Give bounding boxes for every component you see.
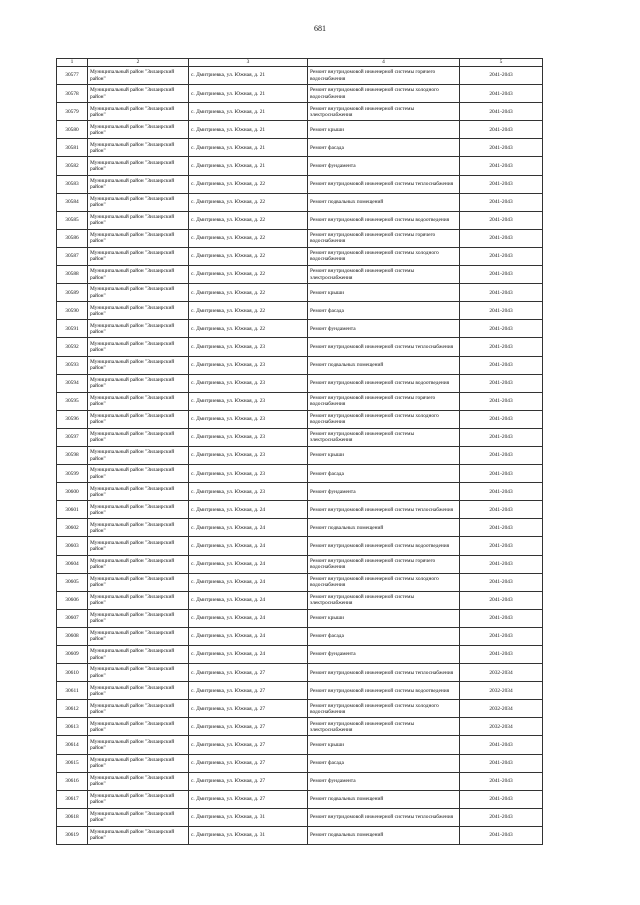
district-cell: Муниципальный район "Зилаирский район" <box>88 67 189 85</box>
table-row <box>57 356 543 374</box>
period-cell: 2041-2043 <box>460 573 543 591</box>
table-row <box>57 808 543 826</box>
period-cell: 2041-2043 <box>460 356 543 374</box>
work-type-cell: Ремонт внутридомовой инженерной системы водоотведения <box>308 537 460 555</box>
period-cell: 2041-2043 <box>460 374 543 392</box>
table-row <box>57 519 543 537</box>
row-number-cell: 30594 <box>57 374 88 392</box>
row-number-cell: 30619 <box>57 826 88 844</box>
district-cell: Муниципальный район "Зилаирский район" <box>88 609 189 627</box>
work-type-cell: Ремонт внутридомовой инженерной системы электроснабжения <box>308 591 460 609</box>
period-cell: 2041-2043 <box>460 754 543 772</box>
table-row <box>57 193 543 211</box>
row-number-cell: 30596 <box>57 410 88 428</box>
work-type-cell: Ремонт внутридомовой инженерной системы электроснабжения <box>308 266 460 284</box>
address-cell: с. Дмитриевка, ул. Южная, д. 22 <box>189 302 308 320</box>
district-cell: Муниципальный район "Зилаирский район" <box>88 175 189 193</box>
period-cell: 2041-2043 <box>460 266 543 284</box>
row-number-cell: 30605 <box>57 573 88 591</box>
district-cell: Муниципальный район "Зилаирский район" <box>88 483 189 501</box>
address-cell: с. Дмитриевка, ул. Южная, д. 21 <box>189 157 308 175</box>
row-number-cell: 30617 <box>57 790 88 808</box>
work-type-cell: Ремонт подвальных помещений <box>308 790 460 808</box>
row-number-cell: 30610 <box>57 664 88 682</box>
table-row <box>57 700 543 718</box>
period-cell: 2041-2043 <box>460 157 543 175</box>
work-type-cell: Ремонт подвальных помещений <box>308 193 460 211</box>
period-cell: 2041-2043 <box>460 175 543 193</box>
work-type-cell: Ремонт фасада <box>308 302 460 320</box>
address-cell: с. Дмитриевка, ул. Южная, д. 22 <box>189 175 308 193</box>
period-cell: 2041-2043 <box>460 646 543 664</box>
district-cell: Муниципальный район "Зилаирский район" <box>88 646 189 664</box>
row-number-cell: 30586 <box>57 229 88 247</box>
work-type-cell: Ремонт внутридомовой инженерной системы электроснабжения <box>308 428 460 446</box>
column-header-5: 5 <box>460 59 543 67</box>
table-row <box>57 664 543 682</box>
address-cell: с. Дмитриевка, ул. Южная, д. 24 <box>189 573 308 591</box>
work-type-cell: Ремонт внутридомовой инженерной системы водоотведения <box>308 682 460 700</box>
row-number-cell: 30588 <box>57 266 88 284</box>
work-type-cell: Ремонт фундамента <box>308 772 460 790</box>
district-cell: Муниципальный район "Зилаирский район" <box>88 591 189 609</box>
period-cell: 2041-2043 <box>460 121 543 139</box>
address-cell: с. Дмитриевка, ул. Южная, д. 24 <box>189 646 308 664</box>
work-type-cell: Ремонт внутридомовой инженерной системы теплоснабжения <box>308 501 460 519</box>
work-type-cell: Ремонт фундамента <box>308 483 460 501</box>
address-cell: с. Дмитриевка, ул. Южная, д. 22 <box>189 193 308 211</box>
table-row <box>57 826 543 844</box>
district-cell: Муниципальный район "Зилаирский район" <box>88 428 189 446</box>
address-cell: с. Дмитриевка, ул. Южная, д. 24 <box>189 591 308 609</box>
work-type-cell: Ремонт внутридомовой инженерной системы холодного водоснабжения <box>308 247 460 265</box>
address-cell: с. Дмитриевка, ул. Южная, д. 23 <box>189 428 308 446</box>
table-row <box>57 446 543 464</box>
row-number-cell: 30607 <box>57 609 88 627</box>
period-cell: 2041-2043 <box>460 483 543 501</box>
row-number-cell: 30598 <box>57 446 88 464</box>
address-cell: с. Дмитриевка, ул. Южная, д. 22 <box>189 320 308 338</box>
row-number-cell: 30595 <box>57 392 88 410</box>
district-cell: Муниципальный район "Зилаирский район" <box>88 103 189 121</box>
period-cell: 2041-2043 <box>460 772 543 790</box>
work-type-cell: Ремонт подвальных помещений <box>308 826 460 844</box>
row-number-cell: 30592 <box>57 338 88 356</box>
work-type-cell: Ремонт внутридомовой инженерной системы холодного водоснабжения <box>308 573 460 591</box>
district-cell: Муниципальный район "Зилаирский район" <box>88 501 189 519</box>
district-cell: Муниципальный район "Зилаирский район" <box>88 555 189 573</box>
district-cell: Муниципальный район "Зилаирский район" <box>88 627 189 645</box>
address-cell: с. Дмитриевка, ул. Южная, д. 27 <box>189 790 308 808</box>
table-row <box>57 247 543 265</box>
row-number-cell: 30597 <box>57 428 88 446</box>
district-cell: Муниципальный район "Зилаирский район" <box>88 193 189 211</box>
district-cell: Муниципальный район "Зилаирский район" <box>88 718 189 736</box>
work-type-cell: Ремонт фундамента <box>308 646 460 664</box>
address-cell: с. Дмитриевка, ул. Южная, д. 22 <box>189 247 308 265</box>
address-cell: с. Дмитриевка, ул. Южная, д. 27 <box>189 772 308 790</box>
address-cell: с. Дмитриевка, ул. Южная, д. 24 <box>189 537 308 555</box>
row-number-cell: 30578 <box>57 85 88 103</box>
district-cell: Муниципальный район "Зилаирский район" <box>88 446 189 464</box>
table-row <box>57 338 543 356</box>
period-cell: 2041-2043 <box>460 229 543 247</box>
work-type-cell: Ремонт фасада <box>308 139 460 157</box>
work-type-cell: Ремонт внутридомовой инженерной системы холодного водоснабжения <box>308 85 460 103</box>
table-row <box>57 374 543 392</box>
row-number-cell: 30593 <box>57 356 88 374</box>
table-row <box>57 483 543 501</box>
district-cell: Муниципальный район "Зилаирский район" <box>88 392 189 410</box>
row-number-cell: 30589 <box>57 284 88 302</box>
address-cell: с. Дмитриевка, ул. Южная, д. 27 <box>189 664 308 682</box>
period-cell: 2041-2043 <box>460 211 543 229</box>
column-header-2: 2 <box>88 59 189 67</box>
row-number-cell: 30612 <box>57 700 88 718</box>
district-cell: Муниципальный район "Зилаирский район" <box>88 519 189 537</box>
table-body <box>57 67 543 845</box>
table-row <box>57 121 543 139</box>
address-cell: с. Дмитриевка, ул. Южная, д. 22 <box>189 229 308 247</box>
work-type-cell: Ремонт подвальных помещений <box>308 519 460 537</box>
address-cell: с. Дмитриевка, ул. Южная, д. 21 <box>189 67 308 85</box>
table-row <box>57 501 543 519</box>
row-number-cell: 30599 <box>57 465 88 483</box>
district-cell: Муниципальный район "Зилаирский район" <box>88 700 189 718</box>
row-number-cell: 30618 <box>57 808 88 826</box>
work-type-cell: Ремонт внутридомовой инженерной системы горячего водоснабжения <box>308 67 460 85</box>
period-cell: 2041-2043 <box>460 790 543 808</box>
period-cell: 2041-2043 <box>460 428 543 446</box>
address-cell: с. Дмитриевка, ул. Южная, д. 27 <box>189 682 308 700</box>
period-cell: 2032-2034 <box>460 664 543 682</box>
period-cell: 2041-2043 <box>460 519 543 537</box>
row-number-cell: 30611 <box>57 682 88 700</box>
row-number-cell: 30581 <box>57 139 88 157</box>
period-cell: 2041-2043 <box>460 446 543 464</box>
address-cell: с. Дмитриевка, ул. Южная, д. 31 <box>189 808 308 826</box>
row-number-cell: 30604 <box>57 555 88 573</box>
work-type-cell: Ремонт внутридомовой инженерной системы горячего водоснабжения <box>308 229 460 247</box>
row-number-cell: 30608 <box>57 627 88 645</box>
address-cell: с. Дмитриевка, ул. Южная, д. 21 <box>189 85 308 103</box>
table-row <box>57 175 543 193</box>
period-cell: 2041-2043 <box>460 247 543 265</box>
period-cell: 2041-2043 <box>460 67 543 85</box>
row-number-cell: 30602 <box>57 519 88 537</box>
address-cell: с. Дмитриевка, ул. Южная, д. 24 <box>189 555 308 573</box>
table-row <box>57 573 543 591</box>
period-cell: 2041-2043 <box>460 410 543 428</box>
row-number-cell: 30600 <box>57 483 88 501</box>
table-row <box>57 772 543 790</box>
district-cell: Муниципальный район "Зилаирский район" <box>88 211 189 229</box>
period-cell: 2041-2043 <box>460 555 543 573</box>
district-cell: Муниципальный район "Зилаирский район" <box>88 266 189 284</box>
row-number-cell: 30587 <box>57 247 88 265</box>
period-cell: 2041-2043 <box>460 284 543 302</box>
district-cell: Муниципальный район "Зилаирский район" <box>88 139 189 157</box>
address-cell: с. Дмитриевка, ул. Южная, д. 23 <box>189 483 308 501</box>
table-row <box>57 67 543 85</box>
district-cell: Муниципальный район "Зилаирский район" <box>88 465 189 483</box>
row-number-cell: 30582 <box>57 157 88 175</box>
address-cell: с. Дмитриевка, ул. Южная, д. 23 <box>189 392 308 410</box>
address-cell: с. Дмитриевка, ул. Южная, д. 21 <box>189 121 308 139</box>
district-cell: Муниципальный район "Зилаирский район" <box>88 247 189 265</box>
row-number-cell: 30614 <box>57 736 88 754</box>
table-row <box>57 157 543 175</box>
page-number: 681 <box>314 24 326 33</box>
column-number-row <box>57 59 543 67</box>
work-type-cell: Ремонт фасада <box>308 754 460 772</box>
column-header-3: 3 <box>189 59 308 67</box>
period-cell: 2041-2043 <box>460 85 543 103</box>
work-type-cell: Ремонт внутридомовой инженерной системы водоотведения <box>308 211 460 229</box>
district-cell: Муниципальный район "Зилаирский район" <box>88 790 189 808</box>
period-cell: 2041-2043 <box>460 537 543 555</box>
address-cell: с. Дмитриевка, ул. Южная, д. 21 <box>189 139 308 157</box>
row-number-cell: 30583 <box>57 175 88 193</box>
district-cell: Муниципальный район "Зилаирский район" <box>88 573 189 591</box>
row-number-cell: 30606 <box>57 591 88 609</box>
capital-repair-table <box>56 58 543 845</box>
address-cell: с. Дмитриевка, ул. Южная, д. 27 <box>189 736 308 754</box>
period-cell: 2041-2043 <box>460 392 543 410</box>
work-type-cell: Ремонт фундамента <box>308 157 460 175</box>
work-type-cell: Ремонт крыши <box>308 609 460 627</box>
district-cell: Муниципальный район "Зилаирский район" <box>88 664 189 682</box>
address-cell: с. Дмитриевка, ул. Южная, д. 23 <box>189 410 308 428</box>
district-cell: Муниципальный район "Зилаирский район" <box>88 736 189 754</box>
row-number-cell: 30609 <box>57 646 88 664</box>
period-cell: 2041-2043 <box>460 103 543 121</box>
district-cell: Муниципальный район "Зилаирский район" <box>88 302 189 320</box>
work-type-cell: Ремонт внутридомовой инженерной системы горячего водоснабжения <box>308 555 460 573</box>
work-type-cell: Ремонт фундамента <box>308 320 460 338</box>
address-cell: с. Дмитриевка, ул. Южная, д. 31 <box>189 826 308 844</box>
row-number-cell: 30590 <box>57 302 88 320</box>
row-number-cell: 30585 <box>57 211 88 229</box>
table-row <box>57 103 543 121</box>
district-cell: Муниципальный район "Зилаирский район" <box>88 808 189 826</box>
row-number-cell: 30615 <box>57 754 88 772</box>
table-row <box>57 790 543 808</box>
row-number-cell: 30577 <box>57 67 88 85</box>
address-cell: с. Дмитриевка, ул. Южная, д. 24 <box>189 627 308 645</box>
work-type-cell: Ремонт внутридомовой инженерной системы водоотведения <box>308 374 460 392</box>
table-row <box>57 555 543 573</box>
address-cell: с. Дмитриевка, ул. Южная, д. 23 <box>189 465 308 483</box>
period-cell: 2041-2043 <box>460 193 543 211</box>
table-row <box>57 591 543 609</box>
period-cell: 2041-2043 <box>460 465 543 483</box>
row-number-cell: 30591 <box>57 320 88 338</box>
table-row <box>57 754 543 772</box>
table-row <box>57 410 543 428</box>
table-row <box>57 646 543 664</box>
period-cell: 2041-2043 <box>460 338 543 356</box>
table-row <box>57 627 543 645</box>
row-number-cell: 30613 <box>57 718 88 736</box>
period-cell: 2041-2043 <box>460 736 543 754</box>
row-number-cell: 30579 <box>57 103 88 121</box>
district-cell: Муниципальный район "Зилаирский район" <box>88 157 189 175</box>
work-type-cell: Ремонт подвальных помещений <box>308 356 460 374</box>
district-cell: Муниципальный район "Зилаирский район" <box>88 320 189 338</box>
work-type-cell: Ремонт крыши <box>308 284 460 302</box>
work-type-cell: Ремонт внутридомовой инженерной системы горячего водоснабжения <box>308 392 460 410</box>
work-type-cell: Ремонт внутридомовой инженерной системы электроснабжения <box>308 103 460 121</box>
district-cell: Муниципальный район "Зилаирский район" <box>88 410 189 428</box>
work-type-cell: Ремонт внутридомовой инженерной системы холодного водоснабжения <box>308 410 460 428</box>
address-cell: с. Дмитриевка, ул. Южная, д. 22 <box>189 211 308 229</box>
district-cell: Муниципальный район "Зилаирский район" <box>88 85 189 103</box>
row-number-cell: 30616 <box>57 772 88 790</box>
address-cell: с. Дмитриевка, ул. Южная, д. 24 <box>189 519 308 537</box>
table-row <box>57 85 543 103</box>
work-type-cell: Ремонт фасада <box>308 627 460 645</box>
work-type-cell: Ремонт внутридомовой инженерной системы теплоснабжения <box>308 664 460 682</box>
table-row <box>57 302 543 320</box>
district-cell: Муниципальный район "Зилаирский район" <box>88 338 189 356</box>
address-cell: с. Дмитриевка, ул. Южная, д. 22 <box>189 266 308 284</box>
period-cell: 2041-2043 <box>460 627 543 645</box>
table-row <box>57 320 543 338</box>
table-row <box>57 392 543 410</box>
column-header-4: 4 <box>308 59 460 67</box>
address-cell: с. Дмитриевка, ул. Южная, д. 23 <box>189 446 308 464</box>
district-cell: Муниципальный район "Зилаирский район" <box>88 772 189 790</box>
address-cell: с. Дмитриевка, ул. Южная, д. 27 <box>189 700 308 718</box>
row-number-cell: 30601 <box>57 501 88 519</box>
table-row <box>57 609 543 627</box>
work-type-cell: Ремонт крыши <box>308 736 460 754</box>
table-row <box>57 211 543 229</box>
district-cell: Муниципальный район "Зилаирский район" <box>88 682 189 700</box>
table-row <box>57 736 543 754</box>
work-type-cell: Ремонт внутридомовой инженерной системы теплоснабжения <box>308 338 460 356</box>
table-row <box>57 266 543 284</box>
district-cell: Муниципальный район "Зилаирский район" <box>88 754 189 772</box>
work-type-cell: Ремонт внутридомовой инженерной системы теплоснабжения <box>308 175 460 193</box>
table-row <box>57 139 543 157</box>
period-cell: 2032-2034 <box>460 718 543 736</box>
address-cell: с. Дмитриевка, ул. Южная, д. 23 <box>189 356 308 374</box>
period-cell: 2032-2034 <box>460 700 543 718</box>
row-number-cell: 30584 <box>57 193 88 211</box>
district-cell: Муниципальный район "Зилаирский район" <box>88 537 189 555</box>
period-cell: 2041-2043 <box>460 808 543 826</box>
work-type-cell: Ремонт внутридомовой инженерной системы электроснабжения <box>308 718 460 736</box>
period-cell: 2041-2043 <box>460 826 543 844</box>
period-cell: 2041-2043 <box>460 139 543 157</box>
period-cell: 2032-2034 <box>460 682 543 700</box>
work-type-cell: Ремонт внутридомовой инженерной системы теплоснабжения <box>308 808 460 826</box>
address-cell: с. Дмитриевка, ул. Южная, д. 24 <box>189 609 308 627</box>
work-type-cell: Ремонт фасада <box>308 465 460 483</box>
district-cell: Муниципальный район "Зилаирский район" <box>88 356 189 374</box>
table-row <box>57 428 543 446</box>
district-cell: Муниципальный район "Зилаирский район" <box>88 121 189 139</box>
address-cell: с. Дмитриевка, ул. Южная, д. 23 <box>189 374 308 392</box>
period-cell: 2041-2043 <box>460 320 543 338</box>
table-row <box>57 284 543 302</box>
period-cell: 2041-2043 <box>460 591 543 609</box>
district-cell: Муниципальный район "Зилаирский район" <box>88 284 189 302</box>
table-row <box>57 537 543 555</box>
table-row <box>57 465 543 483</box>
address-cell: с. Дмитриевка, ул. Южная, д. 24 <box>189 501 308 519</box>
address-cell: с. Дмитриевка, ул. Южная, д. 22 <box>189 284 308 302</box>
work-type-cell: Ремонт внутридомовой инженерной системы холодного водоснабжения <box>308 700 460 718</box>
work-type-cell: Ремонт крыши <box>308 446 460 464</box>
column-header-1: 1 <box>57 59 88 67</box>
period-cell: 2041-2043 <box>460 609 543 627</box>
work-type-cell: Ремонт крыши <box>308 121 460 139</box>
district-cell: Муниципальный район "Зилаирский район" <box>88 229 189 247</box>
district-cell: Муниципальный район "Зилаирский район" <box>88 374 189 392</box>
district-cell: Муниципальный район "Зилаирский район" <box>88 826 189 844</box>
address-cell: с. Дмитриевка, ул. Южная, д. 23 <box>189 338 308 356</box>
table-row <box>57 229 543 247</box>
period-cell: 2041-2043 <box>460 501 543 519</box>
row-number-cell: 30580 <box>57 121 88 139</box>
row-number-cell: 30603 <box>57 537 88 555</box>
address-cell: с. Дмитриевка, ул. Южная, д. 21 <box>189 103 308 121</box>
address-cell: с. Дмитриевка, ул. Южная, д. 27 <box>189 718 308 736</box>
address-cell: с. Дмитриевка, ул. Южная, д. 27 <box>189 754 308 772</box>
table-row <box>57 718 543 736</box>
period-cell: 2041-2043 <box>460 302 543 320</box>
table-row <box>57 682 543 700</box>
